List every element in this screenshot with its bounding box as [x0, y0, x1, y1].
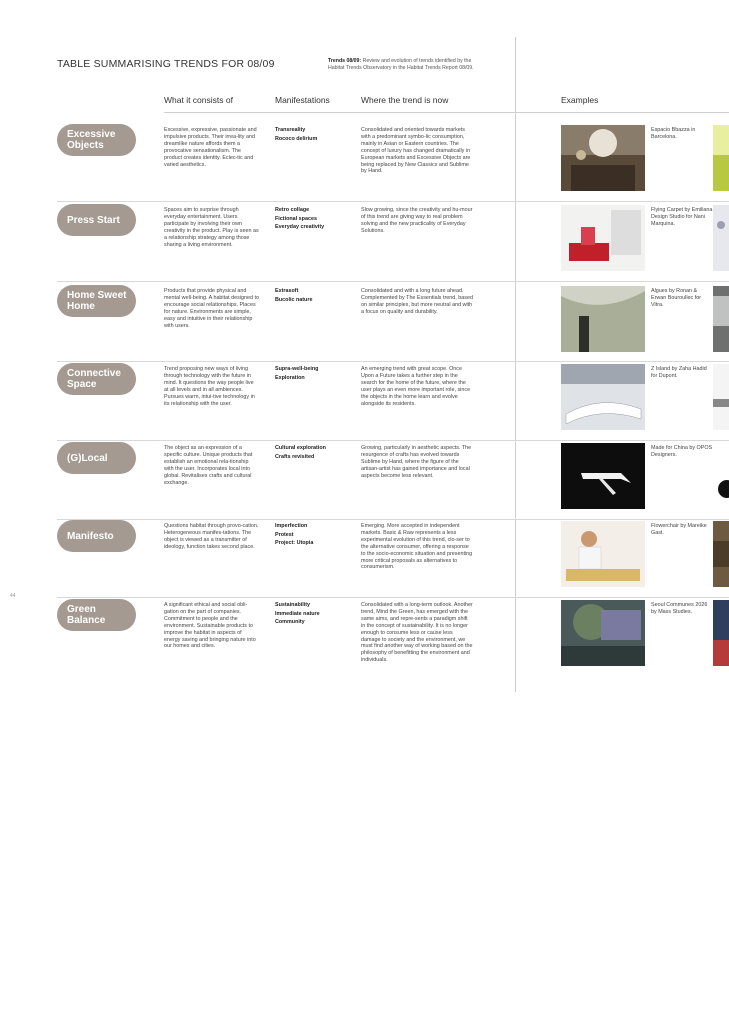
trend-manifestations	[275, 445, 353, 462]
example-caption: Algues by Ronan & Erwan Bouroullec for Vitra.	[651, 288, 702, 308]
example-caption: Made for China by OPOS Designers.	[651, 445, 713, 458]
trend-manifestations	[275, 366, 353, 383]
trend-description: Products that provide physical and mental well-being. A habitat designed to encourage social relationships. Places for nature. Environments are simple, easy and intuitive in their relationship with users.	[164, 288, 259, 329]
trend-description: Excessive, expressive, passionate and impulsive products. Their irrea-lity and dreamlike nature affords them a provocative sensationalism. The product creates identity. Eclec-tic and varied aesthetics.	[164, 127, 257, 168]
row-divider	[57, 597, 729, 598]
trend-row-green-balance	[0, 599, 729, 677]
trend-row-press-start	[0, 204, 729, 282]
example-caption: Seoul Communes 2026 by Mass Studies.	[651, 602, 708, 615]
header-rule	[164, 112, 729, 113]
page-number: 44	[10, 593, 16, 599]
example-photo-secondary	[713, 125, 729, 191]
example-photo-secondary	[713, 521, 729, 587]
trend-manifestations	[275, 127, 353, 144]
manifestation: Extrasoft	[275, 288, 299, 294]
trend-manifestations	[275, 207, 353, 233]
manifestation: Retro collage	[275, 207, 310, 213]
manifestation: Everyday creativity	[275, 224, 325, 230]
trend-name-pill: Manifesto	[57, 520, 136, 552]
manifestation: Imperfection	[275, 523, 308, 529]
example-photo-secondary	[713, 205, 729, 271]
trend-row-connective-space	[0, 363, 729, 441]
manifestation: Immediate nature	[275, 610, 320, 617]
trend-name-pill: Green Balance	[57, 599, 136, 631]
manifestation: Rococo delirium	[275, 135, 318, 142]
manifestation: Crafts revisited	[275, 453, 315, 460]
trend-status: Slow growing, since the creativity and hu-mour of this trend are giving way to real problem solving and the new practicality of Everyday Solutions.	[361, 207, 473, 234]
trend-status: Consolidated and with a long future ahead. Complemented by The Essentials trend, based on similar principles, but more neutral and with a focus on quality and durability.	[361, 288, 473, 315]
manifestation: Project: Utopia	[275, 540, 314, 546]
manifestation: Bucolic nature	[275, 296, 313, 303]
trend-status: Consolidated with a long-term outlook. Another trend, Mind the Green, has emerged with the same aims, and repre-sents a paradigm shift in the concept of sustainability. It is no longer enough to consume less or cause less damage to society and the environment, we must find another way of working based on the philosophy of benefitting the environment and individuals.	[361, 602, 473, 664]
example-photo	[561, 364, 645, 430]
header-note	[328, 58, 478, 72]
trend-name-pill: Press Start	[57, 204, 136, 236]
example-photo-secondary	[713, 286, 729, 352]
manifestation: Sustainability	[275, 602, 311, 608]
row-divider	[57, 440, 729, 441]
manifestation: Fictional spaces	[275, 215, 317, 222]
header-manifestations: Manifestations	[275, 95, 330, 105]
example-caption: Espacio Bbazza in Barcelona.	[651, 127, 696, 140]
example-caption: Flying Carpet by Emiliana Design Studio for Nani Marquina.	[651, 207, 713, 227]
trend-description: Questions habitat through provo-cation. Heterogeneous manifes-tations. The object is viewed as a transmitter of ideology, function takes second place.	[164, 523, 259, 550]
example-photo	[561, 521, 645, 587]
trend-manifestations	[275, 602, 353, 628]
trend-name-pill: Connective Space	[57, 363, 136, 395]
example-photo	[561, 600, 645, 666]
header-where: Where the trend is now	[361, 95, 449, 105]
trend-manifestations	[275, 523, 353, 549]
manifestation: Community	[275, 619, 305, 625]
manifestation: Cultural exploration	[275, 445, 326, 451]
trend-description: A significant ethical and social obli-gation on the part of companies. Commitment to people and the environment. Sustainable products to improve the habitat in aspects of energy saving and bringing nature into our homes and cities.	[164, 602, 256, 650]
header-consists: What it consists of	[164, 95, 233, 105]
row-divider	[57, 281, 729, 282]
trend-status: An emerging trend with great scope. Once Upon a Future takes a further step in the search for the home of the future, where the user plays an even more important role, since the objects in the home learn and evolve alongside its residents.	[361, 366, 471, 407]
trend-status: Consolidated and oriented towards markets with a predominant symbo-lic consumption, mainly in Asian or Eastern countries. The concept of luxury has changed dramatically in European markets and Excessive Objects are being replaced by New Classics and Sublime by Hand.	[361, 127, 471, 175]
note-label: Trends 08/09:	[328, 58, 362, 64]
trend-name-pill: Home Sweet Home	[57, 285, 136, 317]
trend-name-pill: (G)Local	[57, 442, 136, 474]
example-photo-secondary	[713, 364, 729, 430]
trend-row-excessive-objects	[0, 124, 729, 202]
example-photo	[561, 443, 645, 509]
trend-manifestations	[275, 288, 353, 305]
manifestation: Transreality	[275, 127, 306, 133]
example-photo	[561, 205, 645, 271]
example-photo-secondary	[713, 443, 729, 509]
trend-row-manifesto	[0, 520, 729, 598]
row-divider	[57, 201, 729, 202]
trend-description: The object as an expression of a specific culture. Unique products that establish an emotional rela-tionship with the user. Incorporates local into global. Revitalises crafts and cultural exchange.	[164, 445, 253, 486]
trend-description: Trend proposing new ways of living through technology with the future in mind. It questions the way people live at all levels and in all ambiences. Pursues warm, intui-tive technology in its relationship with the user.	[164, 366, 255, 407]
example-caption: Flowerchair by Mareike Gast.	[651, 523, 707, 536]
manifestation: Protest	[275, 531, 294, 538]
example-photo	[561, 286, 645, 352]
row-divider	[57, 361, 729, 362]
trend-status: Growing, particularly in aesthetic aspects. The resurgence of crafts has evolved towards Sublime by Hand, where the figure of the artisan-artist has gained importance and local aspects become less relevant.	[361, 445, 472, 479]
manifestation: Exploration	[275, 374, 305, 381]
example-photo-secondary	[713, 600, 729, 666]
trend-description: Spaces aim to surprise through everyday entertainment. Users participate by involving their own creativity in the product. Play is seen as a relationship strategy among those sharing a living environment.	[164, 207, 259, 248]
trend-row-glocal	[0, 442, 729, 520]
trend-row-home-sweet-home	[0, 285, 729, 363]
example-photo	[561, 125, 645, 191]
page-title: TABLE SUMMARISING TRENDS FOR 08/09	[57, 58, 275, 70]
trend-name-pill: Excessive Objects	[57, 124, 136, 156]
note-text: Review and evolution of trends identified by the Habitat Trends Observatory in the Habitat Trends Report 08/09.	[328, 58, 474, 71]
manifestation: Supra-well-being	[275, 366, 319, 372]
example-caption: Z Island by Zaha Hadid for Dupont.	[651, 366, 707, 379]
trend-status: Emerging. More accepted in independent markets. Basic & Raw represents a less experimental evolution of this trend, clo-ser to the alternative consumer, offering a response to the socio-economic situation and presenting more critical proposals as alternatives to consumerism.	[361, 523, 473, 571]
header-examples: Examples	[561, 95, 599, 105]
